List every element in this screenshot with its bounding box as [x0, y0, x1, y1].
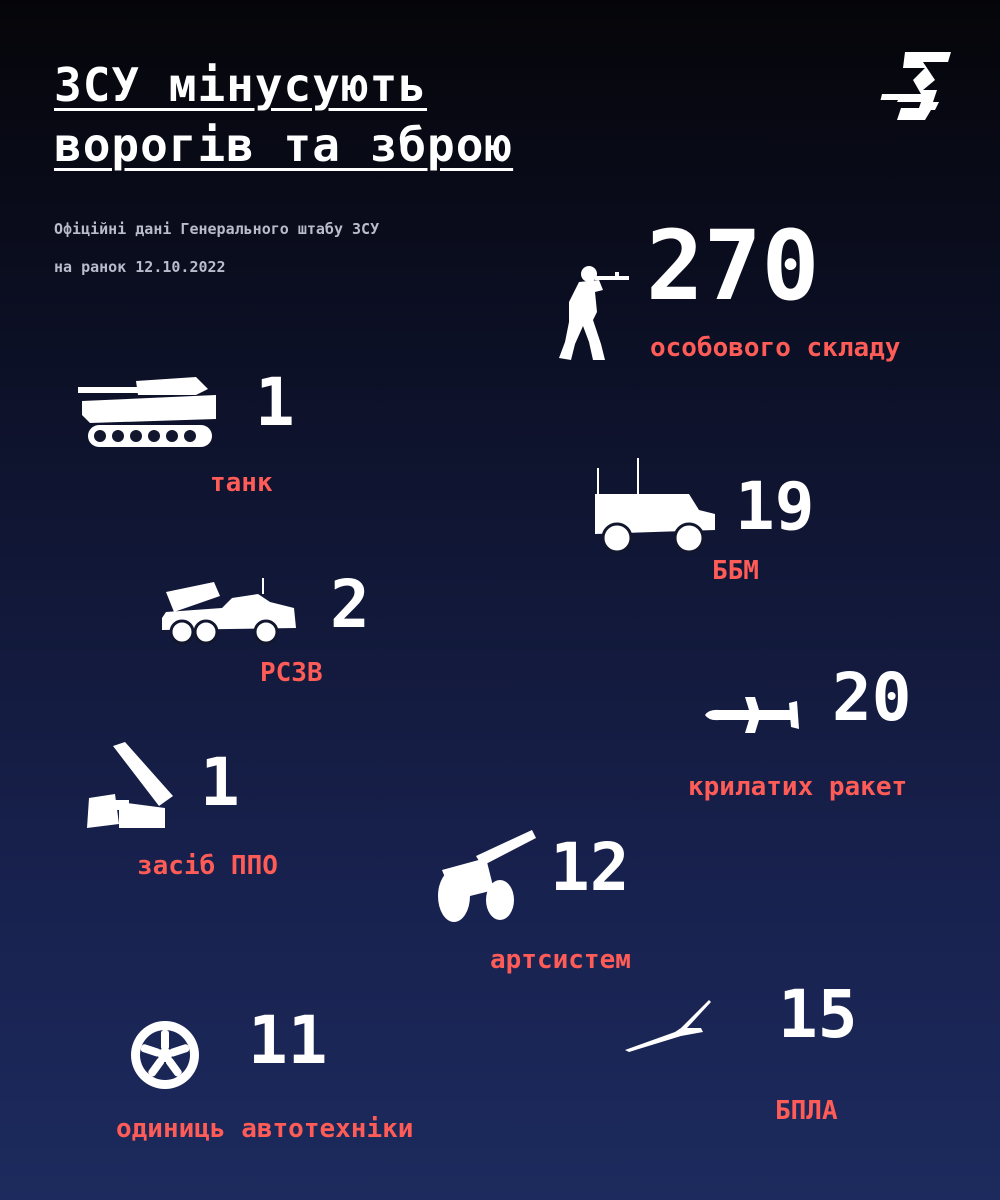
uav-value: 15: [778, 976, 858, 1053]
missile-label: крилатих ракет: [688, 772, 908, 802]
title-line-1: ЗСУ мінусують: [54, 58, 428, 112]
logo-icon: [893, 50, 953, 125]
armored-vehicle-icon: [593, 458, 718, 558]
date-text: на ранок 12.10.2022: [54, 258, 226, 276]
air-defense-icon: [85, 742, 175, 832]
mlrs-value: 2: [330, 566, 370, 643]
tank-label: танк: [210, 468, 273, 498]
uav-label: БПЛА: [775, 1096, 838, 1126]
wheel-icon: [130, 1020, 200, 1090]
apc-label: ББМ: [712, 556, 759, 586]
vehicles-value: 11: [248, 1002, 328, 1079]
apc-value: 19: [735, 468, 815, 545]
cruise-missile-icon: [705, 693, 800, 738]
tank-icon: [78, 375, 218, 450]
tank-value: 1: [255, 364, 295, 441]
drone-icon: [625, 998, 715, 1053]
vehicles-label: одиниць автотехніки: [116, 1114, 414, 1144]
rocket-launcher-icon: [162, 578, 297, 648]
soldier-icon: [555, 262, 635, 362]
missile-value: 20: [832, 659, 912, 736]
mlrs-label: РСЗВ: [260, 658, 323, 688]
personnel-value: 270: [646, 210, 820, 322]
air-defense-value: 1: [200, 744, 240, 821]
artillery-value: 12: [550, 829, 630, 906]
howitzer-icon: [436, 830, 536, 925]
personnel-label: особового складу: [650, 333, 901, 363]
title-line-2: ворогів та зброю: [54, 118, 514, 172]
source-text: Офіційні дані Генерального штабу ЗСУ: [54, 220, 380, 238]
artillery-label: артсистем: [490, 945, 631, 975]
air-defense-label: засіб ППО: [137, 851, 278, 881]
